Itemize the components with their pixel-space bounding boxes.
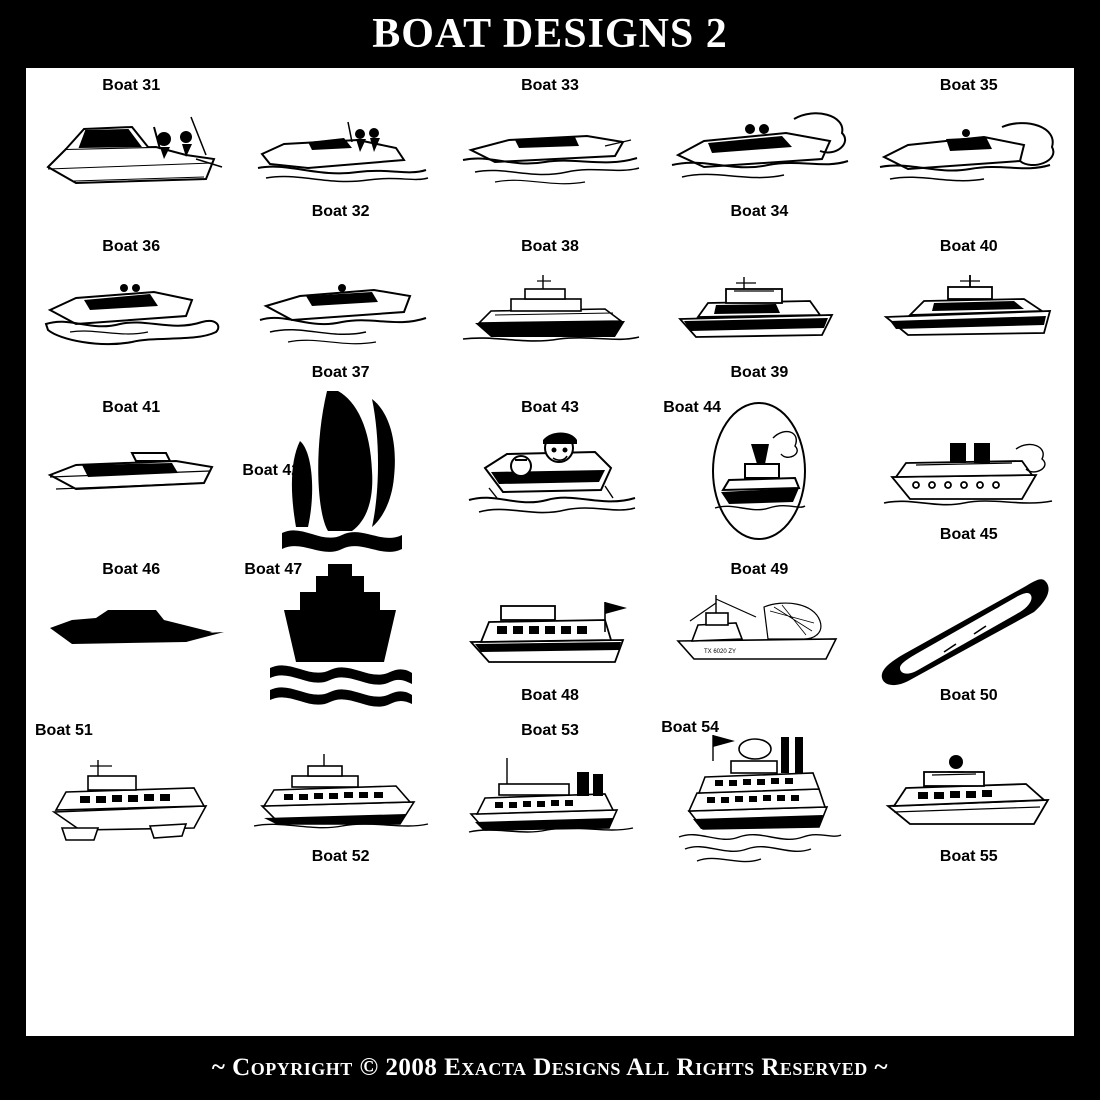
copyright-text: ~ Copyright © 2008 Exacta Designs All Rights Reserved ~ (211, 1054, 889, 1081)
offshore-racer-spray-icon (655, 69, 863, 229)
boat-cell[interactable] (446, 230, 654, 390)
boat-label: Boat 32 (311, 203, 370, 221)
boat-cell[interactable] (655, 391, 863, 551)
ocean-liner-oval-frame-icon (655, 391, 863, 551)
empty-cell (865, 875, 1073, 1035)
boat-label: Boat 43 (521, 399, 579, 417)
boat-cell[interactable] (236, 69, 444, 229)
paddle-steamer-icon (446, 714, 654, 874)
boat-cell[interactable] (446, 714, 654, 874)
performance-boat-wake-icon (236, 230, 444, 390)
boat-cell[interactable] (865, 391, 1073, 551)
boat-label: Boat 39 (730, 364, 789, 382)
boat-label: Boat 37 (311, 364, 370, 382)
boat-label: Boat 55 (939, 847, 998, 865)
ship-bow-waves-icon-icon (236, 553, 444, 713)
boat-cell[interactable] (865, 69, 1073, 229)
boat-cell[interactable] (446, 391, 654, 551)
boat-label: Boat 36 (102, 238, 161, 256)
empty-cell (655, 875, 863, 1035)
cigarette-boat-spray-icon (865, 69, 1073, 229)
catamaran-ferry-icon (27, 714, 235, 874)
shrimp-trawler-tx-6020-zy-icon (655, 553, 863, 713)
page-title: BOAT DESIGNS 2 (372, 11, 728, 57)
racing-boat-wake-icon (446, 69, 654, 229)
title-bar (0, 0, 1100, 68)
boat-grid (26, 68, 1074, 1036)
boat-cell[interactable] (655, 553, 863, 713)
footer (0, 1036, 1100, 1100)
boat-label: Boat 31 (102, 77, 161, 94)
boat-cell[interactable] (655, 230, 863, 390)
canoe-icon (865, 553, 1073, 713)
passenger-ferry-icon (446, 553, 654, 713)
boat-label: Boat 35 (939, 77, 998, 94)
empty-cell (236, 875, 444, 1035)
boat-label: Boat 54 (661, 718, 719, 736)
boat-label: Boat 45 (939, 525, 998, 543)
boat-label: Boat 48 (521, 686, 579, 704)
motor-yacht-flybridge-icon (655, 230, 863, 390)
boat-label: Boat 47 (244, 560, 303, 578)
runabout-side-view-icon (27, 391, 235, 551)
boat-cell[interactable] (446, 69, 654, 229)
speedboat-silhouette-icon (27, 553, 235, 713)
boat-label: Boat 50 (939, 686, 998, 704)
boat-cell[interactable] (655, 714, 863, 874)
sport-cruiser-wake-icon (27, 230, 235, 390)
riverboat-stern-wheeler-icon (655, 714, 863, 874)
express-cruiser-icon (865, 230, 1073, 390)
boat-label: Boat 38 (521, 238, 579, 256)
boat-label: Boat 42 (242, 462, 301, 480)
boat-cell[interactable] (27, 69, 235, 229)
grid-wrapper (0, 68, 1100, 1036)
boat-cell[interactable] (865, 714, 1073, 874)
boat-label: Boat 41 (102, 399, 161, 417)
boat-label: Boat 40 (939, 238, 998, 256)
boat-label: Boat 51 (35, 721, 93, 739)
boat-label: Boat 44 (663, 399, 721, 417)
empty-cell (27, 875, 235, 1035)
cruise-ship-bow-closeup-icon (236, 391, 444, 551)
boat-label: Boat 34 (730, 203, 789, 221)
boat-cell[interactable] (446, 553, 654, 713)
boat-cell[interactable] (655, 69, 863, 229)
svg-text:TX 6020 ZY: TX 6020 ZY (704, 649, 737, 656)
boat-label: Boat 46 (102, 560, 161, 578)
boat-label: Boat 52 (311, 847, 370, 865)
boat-cell[interactable] (27, 714, 235, 874)
boat-cell[interactable] (27, 230, 235, 390)
boat-label: Boat 33 (521, 77, 579, 94)
boat-cell[interactable] (236, 391, 444, 551)
boat-cell[interactable] (865, 230, 1073, 390)
motor-yacht-white-icon (865, 714, 1073, 874)
empty-cell (446, 875, 654, 1035)
boat-cell[interactable] (27, 391, 235, 551)
cruise-liner-two-stacks-icon (865, 391, 1073, 551)
speedboat-with-figures-icon (27, 69, 235, 229)
boat-label: Boat 49 (730, 560, 789, 578)
boat-cell[interactable] (236, 230, 444, 390)
open-bow-runabout-icon (236, 69, 444, 229)
cruise-ferry-profile-icon (236, 714, 444, 874)
boat-cell[interactable] (236, 714, 444, 874)
boat-cell[interactable] (236, 553, 444, 713)
cartoon-boat-driver-icon (446, 391, 654, 551)
mega-yacht-profile-icon (446, 230, 654, 390)
boat-label: Boat 53 (521, 721, 579, 739)
boat-cell[interactable] (27, 553, 235, 713)
boat-cell[interactable] (865, 553, 1073, 713)
